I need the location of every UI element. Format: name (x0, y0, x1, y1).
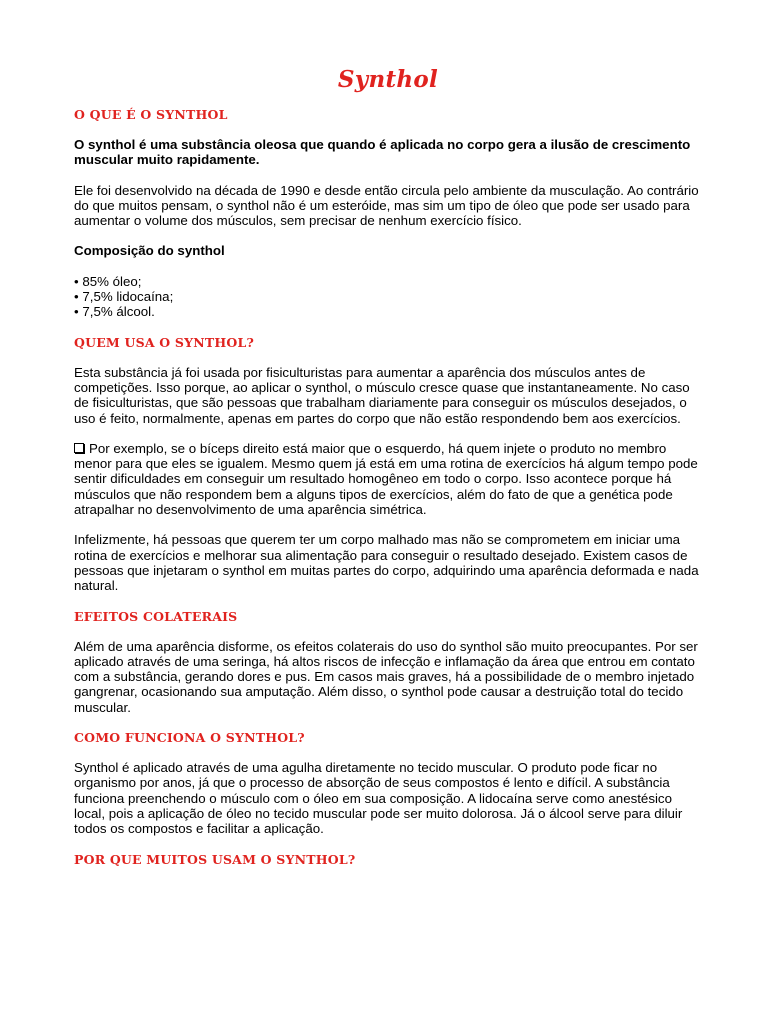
paragraph: Synthol é aplicado através de uma agulha diretamente no tecido muscular. O produto pode ficar no organismo por anos, já que o processo de absorção de seus compostos é lento e difícil. A substância funciona preenchendo o músculo com o óleo em sua composição. A lidocaína serve como anestésico local, pois a aplicação de óleo no tecido muscular pode ser muito dolorosa. Já o álcool serve para diluir todos os compostos e facilitar a aplicação. (74, 760, 683, 837)
section-heading: POR QUE MUITOS USAM O SYNTHOL? (74, 851, 356, 867)
section-heading: QUEM USA O SYNTHOL? (74, 334, 255, 350)
section-why-use (74, 852, 702, 868)
section-heading: COMO FUNCIONA O SYNTHOL? (74, 730, 305, 746)
paragraph: Ele foi desenvolvido na década de 1990 e desde então circula pelo ambiente da musculação. Ao contrário do que muitos pensam, o synthol não é um esteróide, mas sim um tipo de óleo que pode ser usado para aumentar o volume dos músculos, sem precisar de nenhum exercício físico. (74, 182, 699, 229)
paragraph: Além de uma aparência disforme, os efeitos colaterais do uso do synthol são muito preocupantes. Por ser aplicado através de uma seringa, há altos riscos de infecção e inflamação da área que entrou em contato com a substância, gerando dores e pus. Em casos mais graves, há a possibilidade de o membro injetado gangrenar, ocasionando sua amputação. Além disso, o synthol pode causar a destruição total do tecido muscular. (74, 638, 698, 715)
document-title: Synthol (337, 66, 439, 93)
checkbox-bullet-icon (74, 443, 84, 453)
paragraph-text: Por exemplo, se o bíceps direito está maior que o esquerdo, há quem injete o produto no membro menor para que eles se igualem. Mesmo quem já está em uma rotina de exercícios há algum tempo pode sentir dificuldades em conseguir um resultado homogêneo em todo o corpo. Isso acontece porque há músculos que não respondem bem a alguns tipos de exercícios, além do fato de que a genética pode atrapalhar no desenvolvimento de uma aparência simétrica. (74, 440, 698, 518)
list-item: • 85% óleo; (74, 273, 142, 289)
document-page (74, 64, 702, 882)
list-item: • 7,5% lidocaína; (74, 289, 174, 305)
section-how-it-works (74, 730, 702, 836)
composition-list (74, 274, 702, 320)
paragraph: Infelizmente, há pessoas que querem ter um corpo malhado mas não se comprometem em iniciar uma rotina de exercícios e melhorar sua alimentação para conseguir o resultado desejado. Existem casos de pessoas que injetaram o synthol em muitas partes do corpo, adquirindo uma aparência deformada e nada natural. (74, 532, 699, 594)
section-who-uses (74, 335, 702, 594)
list-item: • 7,5% álcool. (74, 304, 155, 320)
section-side-effects (74, 609, 702, 715)
paragraph-with-checkbox (74, 441, 702, 517)
paragraph: Esta substância já foi usada por fisiculturistas para aumentar a aparência dos músculos antes de competições. Isso porque, ao aplicar o synthol, o músculo cresce quase que instantaneamente. No caso de fisiculturistas, que são pessoas que trabalham diariamente para conseguir os músculos desejados, o uso é feito, normalmente, apenas em partes do corpo que não estão respondendo bem aos exercícios. (74, 364, 690, 426)
composition-subheading: Composição do synthol (74, 243, 225, 259)
intro-paragraph: O synthol é uma substância oleosa que quando é aplicada no corpo gera a ilusão de crescimento muscular muito rapidamente. (74, 137, 691, 168)
section-what-is (74, 107, 702, 320)
section-heading: EFEITOS COLATERAIS (74, 608, 238, 624)
section-heading: O QUE É O SYNTHOL (74, 107, 228, 122)
